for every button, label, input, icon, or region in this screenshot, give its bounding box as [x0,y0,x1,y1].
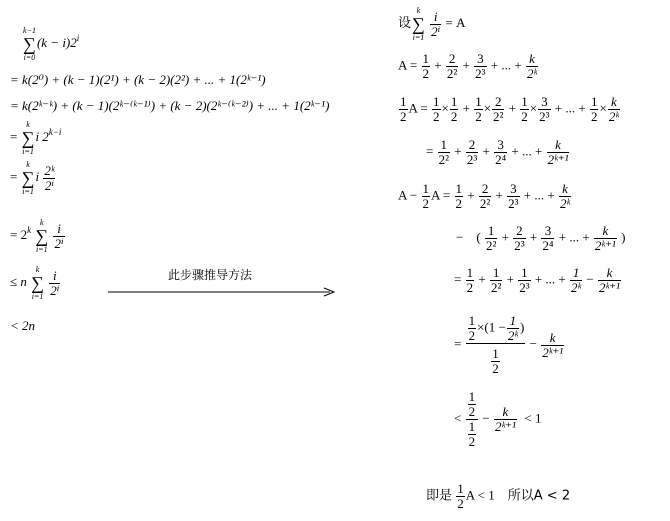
fraction: $\frac{1}{2}$ [450,94,458,124]
right-line-8: = $\frac{1}{2}$ ×(1 − $\frac{1}{\text{2ᵏ}}$ ) $\frac{1}{2}$ − $\frac{k}{\text{2ᵏ⁺¹}}$ [454,313,564,376]
fraction: $\frac{3}{\text{2³}}$ [508,181,519,211]
fraction: $\frac{1}{2}$ [590,94,598,124]
fraction: $\frac{1}{2}$ [466,265,474,295]
fraction: $\frac{3}{\text{2³}}$ [475,51,486,81]
fraction: $\frac{k}{\text{2ᵏ}}$ [608,94,619,124]
fraction: $\frac{1}{\text{2ᵏ}}$ [571,265,582,295]
fraction: $\frac{i}{\text{2ⁱ}}$ [50,267,60,298]
fraction: $\frac{1}{2}$ [400,94,407,124]
fraction: $\frac{1}{2}$ [468,419,476,449]
fraction: $\frac{1}{\text{2²}}$ [485,223,497,253]
fraction: $\frac{\text{2ᵏ}}{\text{2ⁱ}}$ [44,162,55,193]
fraction: $\frac{i}{\text{2ⁱ}}$ [54,220,64,251]
right-line-6: − ( $\frac{1}{\text{2²}}$ + $\frac{2}{\text{2³}}$ + $\frac{3}{\text{2⁴}}$ + ... + $\frac{k}{\text{2ᵏ⁺¹}}$ ) [456,223,626,253]
right-arrow-icon [108,287,336,297]
fraction: $\frac{i}{\text{2ⁱ}}$ [431,8,441,39]
left-line-8: < 2n [10,318,36,333]
fraction: $\frac{1}{2}$ [475,94,482,124]
fraction: $\frac{1}{\text{2³}}$ [519,265,530,295]
right-line-1: 设 k ∑ i=1 $\frac{i}{\text{2ⁱ}}$ = A [398,6,466,42]
right-line-7: = $\frac{1}{2}$ + $\frac{1}{\text{2²}}$ + $\frac{1}{\text{2³}}$ + ... + $\frac{1}{\text{2ᵏ}}$ − $\frac{k}{\text{2ᵏ⁺¹}}$ [454,265,620,295]
fraction: $\frac{1}{\text{2²}}$ [490,265,502,295]
right-line-3: $\frac{1}{2}$ A = $\frac{1}{2}$ × $\frac{1}{2}$ + $\frac{1}{2}$ × $\frac{2}{\text{2²}}$ + $\frac{1}{2}$ × $\frac{3}{\text{2³}}$ + ... + $\frac{1}{2}$ × $\frac{k}{\text{2ᵏ}}$ [400,94,619,124]
sigma-sum: k−1 ∑ i=0 [23,26,36,62]
arrow-caption: 此步骤推导方法 [168,268,253,282]
fraction: $\frac{1}{2}$ [422,51,430,81]
fraction: $\frac{2}{\text{2³}}$ [514,223,525,253]
compound-fraction [466,390,479,449]
fraction: $\frac{1}{\text{2ᵏ}}$ [507,313,518,343]
fraction: $\frac{1}{2}$ [457,481,464,511]
fraction: $\frac{1}{2}$ [422,181,430,211]
fraction: $\frac{k}{\text{2ᵏ⁺¹}}$ [547,137,569,167]
fraction: $\frac{k}{\text{2ᵏ}}$ [526,51,538,81]
left-line-2: = k(2⁰) + (k − 1)(2¹) + (k − 2)(2²) + ... + 1(2ᵏ⁻¹) [10,72,266,87]
fraction: $\frac{1}{2}$ [455,181,463,211]
right-line-2: A = $\frac{1}{2}$ + $\frac{2}{\text{2²}}$ + $\frac{3}{\text{2³}}$ + ... + $\frac{k}{\text{2ᵏ}}$ [398,51,538,81]
right-line-5: A − $\frac{1}{2}$ A = $\frac{1}{2}$ + $\frac{2}{\text{2²}}$ + $\frac{3}{\text{2³}}$ + ... + $\frac{k}{\text{2ᵏ}}$ [398,181,571,211]
compound-fraction: $\frac{1}{2}$ ×(1 − $\frac{1}{\text{2ᵏ}}$ ) $\frac{1}{2}$ [466,314,526,376]
fraction: $\frac{3}{\text{2³}}$ [539,94,550,124]
sigma-sum: k ∑ i=1 [412,6,425,42]
left-line-4: = k ∑ i=1 i $2^{k-i}$ [10,120,62,156]
fraction: $\frac{1}{2}$ [433,94,440,124]
left-line-3: = k(2ᵏ⁻ᵏ) + (k − 1)(2ᵏ⁻⁽ᵏ⁻¹⁾) + (k − 2)(2ᵏ⁻⁽ᵏ⁻²⁾) + ... + 1(2ᵏ⁻¹) [10,98,330,113]
fraction: $\frac{k}{\text{2ᵏ⁺¹}}$ [594,223,616,253]
sigma-sum: k ∑ i=1 [21,120,35,156]
fraction: $\frac{2}{\text{2²}}$ [493,94,504,124]
right-line-10: < $\frac{\frac{1}{2}}{\frac{1}{2}}$ − $\frac{k}{\text{2ᵏ⁺¹}}$ < 1 [454,389,542,449]
fraction: $\frac{k}{\text{2ᵏ⁺¹}}$ [599,265,620,295]
fraction: $\frac{2}{\text{2²}}$ [479,181,491,211]
sigma-sum: k ∑ i=1 [21,160,35,196]
fraction: $\frac{k}{\text{2ᵏ⁺¹}}$ [542,329,564,360]
fraction: $\frac{3}{\text{2⁴}}$ [495,137,507,167]
right-line-4: = $\frac{1}{\text{2²}}$ + $\frac{2}{\text{2³}}$ + $\frac{3}{\text{2⁴}}$ + ... + $\frac{k}{\text{2ᵏ⁺¹}}$ [426,137,569,167]
fraction: $\frac{3}{\text{2⁴}}$ [542,223,554,253]
left-line-7: ≤ n k ∑ i=1 $\frac{i}{\text{2ⁱ}}$ [10,265,60,301]
fraction: $\frac{2}{\text{2³}}$ [466,137,478,167]
fraction: $\frac{1}{2}$ [468,389,476,419]
left-line-1: k−1 ∑ i=0 $(k - i)2^i$ [23,26,80,62]
fraction: $\frac{k}{\text{2ᵏ⁺¹}}$ [494,404,516,434]
fraction: $\frac{1}{2}$ [492,346,499,376]
left-line-6: = $2^k$ k ∑ i=1 $\frac{i}{\text{2ⁱ}}$ [10,218,64,254]
fraction: $\frac{k}{\text{2ᵏ}}$ [559,181,571,211]
sigma-sum: k ∑ i=1 [31,265,44,301]
fraction: $\frac{1}{2}$ [468,313,476,343]
fraction: $\frac{1}{\text{2²}}$ [438,137,449,167]
right-line-11: 即是 $\frac{1}{2}$ A < 1 所以A < 2 [426,481,571,511]
fraction: $\frac{1}{2}$ [521,94,528,124]
fraction: $\frac{2}{\text{2²}}$ [446,51,458,81]
sigma-sum: k ∑ i=1 [35,218,49,254]
left-line-5: = k ∑ i=1 i $\frac{\text{2ᵏ}}{\text{2ⁱ}}$ [10,160,55,196]
